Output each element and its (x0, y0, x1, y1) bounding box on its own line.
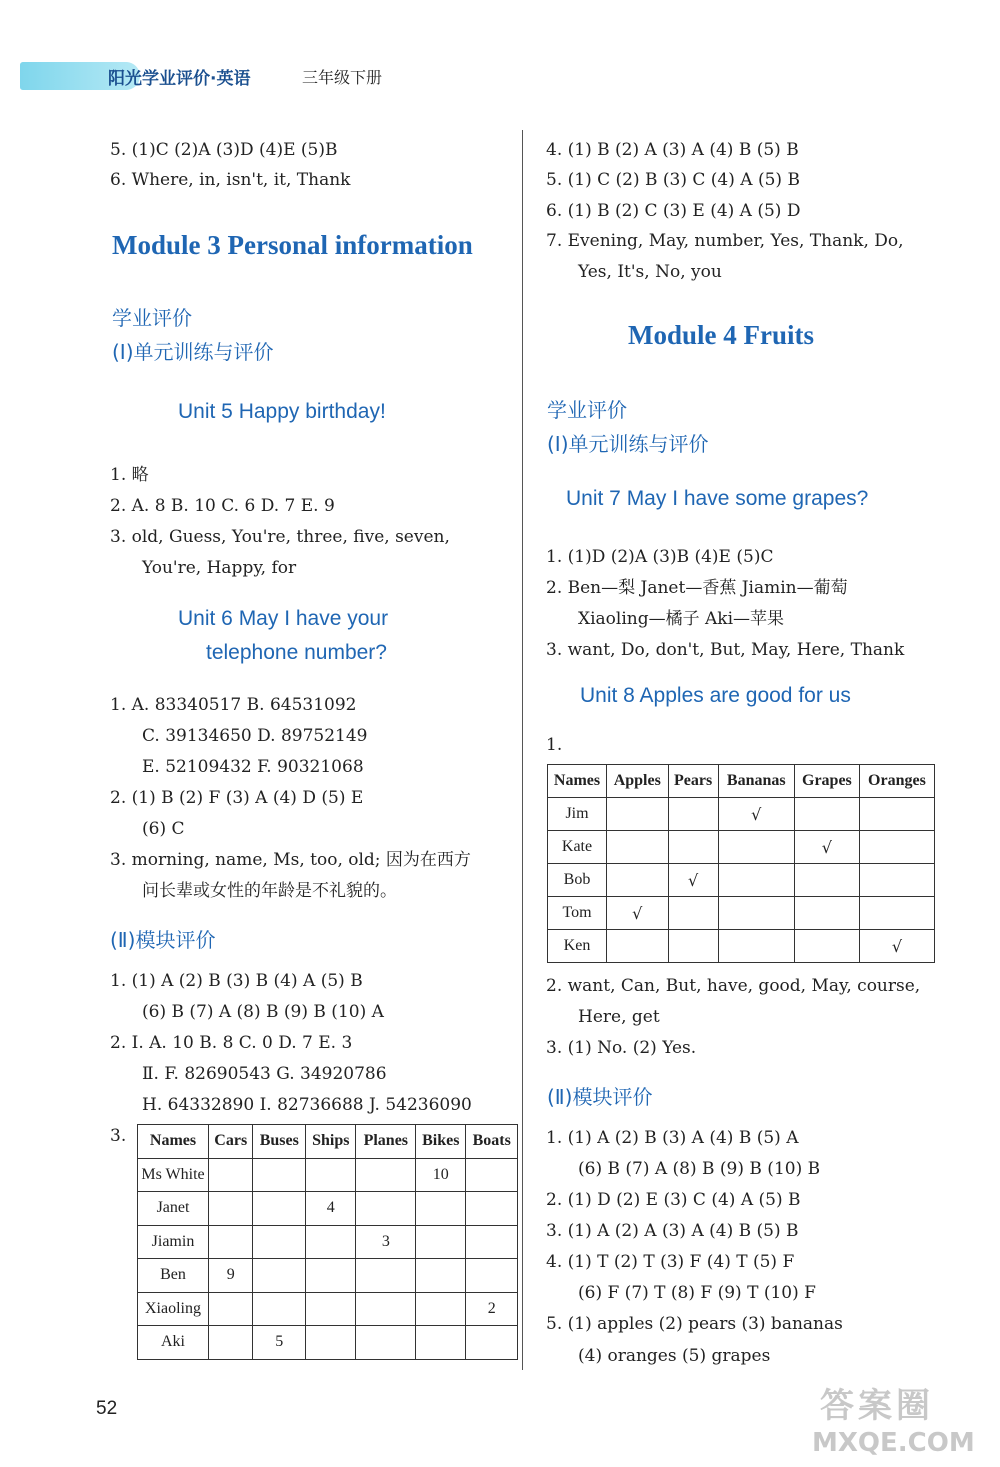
answer-line: 3. old, Guess, You're, three, five, seven, (110, 527, 450, 547)
table-cell: 4 (306, 1192, 356, 1226)
table-cell (209, 1326, 253, 1360)
table-row (138, 1192, 518, 1226)
table-cell: 10 (416, 1158, 466, 1192)
answer-line: 5. (1) C (2) B (3) C (4) A (5) B (546, 170, 800, 190)
name-cell: Ben (138, 1259, 209, 1293)
answer-line: Xiaoling—橘子 Aki—苹果 (578, 609, 785, 629)
table-cell: 3 (356, 1225, 416, 1259)
table-row (138, 1158, 518, 1192)
name-cell: Ms White (138, 1158, 209, 1192)
table-row (548, 864, 935, 897)
check-cell (718, 930, 794, 963)
unit-title: Unit 5 Happy birthday! (178, 400, 386, 423)
answer-line: 2. want, Can, But, have, good, May, course, (546, 976, 921, 996)
table-cell (416, 1225, 466, 1259)
table-cell (306, 1259, 356, 1293)
answer-line: 1. (1) A (2) B (3) A (4) B (5) A (546, 1128, 799, 1148)
check-cell (794, 930, 859, 963)
unit-title-cont: telephone number? (206, 641, 387, 664)
column-header: Pears (668, 765, 718, 798)
answer-line: 问长辈或女性的年龄是不礼貌的。 (142, 881, 397, 901)
page-number: 52 (96, 1398, 118, 1419)
table-header-row (138, 1125, 518, 1159)
table-cell (209, 1225, 253, 1259)
check-cell (859, 897, 934, 930)
table-cell (356, 1192, 416, 1226)
answer-line: 3. (1) A (2) A (3) A (4) B (5) B (546, 1221, 799, 1241)
transport-table (137, 1124, 518, 1360)
answer-line: Ⅱ. F. 82690543 G. 34920786 (142, 1064, 387, 1084)
unit-title: Unit 8 Apples are good for us (580, 684, 851, 707)
table-cell (209, 1192, 253, 1226)
answer-line: 3. morning, name, Ms, too, old; 因为在西方 (110, 850, 471, 870)
table-row (138, 1292, 518, 1326)
table-cell (356, 1292, 416, 1326)
answer-line: 3. (1) No. (2) Yes. (546, 1038, 697, 1058)
table-row (138, 1225, 518, 1259)
table-cell (253, 1225, 306, 1259)
watermark-url: MXQE.COM (812, 1428, 975, 1458)
header-banner (20, 58, 383, 98)
answer-line: 4. (1) B (2) A (3) A (4) B (5) B (546, 140, 799, 160)
answer-line: 2. A. 8 B. 10 C. 6 D. 7 E. 9 (110, 496, 335, 516)
check-cell (668, 897, 718, 930)
check-cell (668, 798, 718, 831)
table-cell (306, 1158, 356, 1192)
table-cell (466, 1158, 518, 1192)
answer-line: 4. (1) T (2) T (3) F (4) T (5) F (546, 1252, 795, 1272)
answer-line: 5. (1) apples (2) pears (3) bananas (546, 1314, 843, 1334)
unit-title: Unit 6 May I have your (178, 607, 389, 630)
column-header: Cars (209, 1125, 253, 1159)
table-row (548, 798, 935, 831)
module-title: Module 3 Personal information (112, 230, 473, 260)
table-cell (253, 1192, 306, 1226)
check-cell (794, 897, 859, 930)
answer-line: 2. (1) D (2) E (3) C (4) A (5) B (546, 1190, 801, 1210)
table-cell (253, 1158, 306, 1192)
name-cell: Jim (548, 798, 607, 831)
table-header-row (548, 765, 935, 798)
table-cell (416, 1259, 466, 1293)
table-cell: 9 (209, 1259, 253, 1293)
check-cell (859, 798, 934, 831)
answer-line: 1. (1)D (2)A (3)B (4)E (5)C (546, 547, 774, 567)
column-header: Apples (607, 765, 669, 798)
column-header: Names (138, 1125, 209, 1159)
book-title: 阳光学业评价·英语 (108, 69, 251, 89)
answer-line: C. 39134650 D. 89752149 (142, 726, 368, 746)
unit-title: Unit 7 May I have some grapes? (566, 487, 869, 510)
column-header: Ships (306, 1125, 356, 1159)
column-header: Boats (466, 1125, 518, 1159)
table-cell (416, 1192, 466, 1226)
answer-line: (6) B (7) A (8) B (9) B (10) A (142, 1002, 384, 1022)
table-cell (253, 1259, 306, 1293)
answer-line: 2. (1) B (2) F (3) A (4) D (5) E (110, 788, 364, 808)
check-cell (859, 864, 934, 897)
check-cell (859, 831, 934, 864)
check-cell (668, 930, 718, 963)
answer-line: 2. Ben—梨 Janet—香蕉 Jiamin—葡萄 (546, 578, 848, 598)
subsection-heading: (Ⅰ)单元训练与评价 (547, 432, 709, 456)
answer-line: H. 64332890 I. 82736688 J. 54236090 (142, 1095, 472, 1115)
answer-line: E. 52109432 F. 90321068 (142, 757, 364, 777)
check-cell (607, 831, 669, 864)
answer-line: 6. Where, in, isn't, it, Thank (110, 170, 351, 190)
name-cell: Ken (548, 930, 607, 963)
section-heading: 学业评价 (547, 398, 627, 422)
table-cell (356, 1158, 416, 1192)
check-cell: √ (859, 930, 934, 963)
name-cell: Xiaoling (138, 1292, 209, 1326)
name-cell: Bob (548, 864, 607, 897)
table-cell (306, 1292, 356, 1326)
answer-line: 1. A. 83340517 B. 64531092 (110, 695, 357, 715)
answer-line: Yes, It's, No, you (578, 262, 722, 282)
table-row (138, 1326, 518, 1360)
table-cell (466, 1259, 518, 1293)
table-row (548, 897, 935, 930)
check-cell (607, 798, 669, 831)
check-cell (607, 930, 669, 963)
check-cell (718, 831, 794, 864)
name-cell: Kate (548, 831, 607, 864)
table-cell (209, 1158, 253, 1192)
column-header: Oranges (859, 765, 934, 798)
check-cell (794, 864, 859, 897)
check-cell: √ (718, 798, 794, 831)
column-header: Planes (356, 1125, 416, 1159)
table-cell (416, 1326, 466, 1360)
table-row (138, 1259, 518, 1293)
column-header: Names (548, 765, 607, 798)
table-cell (466, 1192, 518, 1226)
table-cell (356, 1259, 416, 1293)
answer-line: You're, Happy, for (142, 558, 297, 578)
check-cell: √ (607, 897, 669, 930)
table-cell: 5 (253, 1326, 306, 1360)
check-cell (718, 864, 794, 897)
check-cell (794, 798, 859, 831)
subsection-heading: (Ⅱ)模块评价 (547, 1085, 653, 1109)
answer-line: 5. (1)C (2)A (3)D (4)E (5)B (110, 140, 338, 160)
answer-line: Here, get (578, 1007, 660, 1027)
answer-line: 6. (1) B (2) C (3) E (4) A (5) D (546, 201, 801, 221)
name-cell: Tom (548, 897, 607, 930)
answer-line: (6) C (142, 819, 185, 839)
subsection-heading: (Ⅰ)单元训练与评价 (112, 340, 274, 364)
check-cell (668, 831, 718, 864)
column-divider (522, 130, 523, 1370)
check-cell: √ (794, 831, 859, 864)
column-header: Grapes (794, 765, 859, 798)
module-title: Module 4 Fruits (628, 320, 814, 350)
column-header: Bananas (718, 765, 794, 798)
table-cell (306, 1225, 356, 1259)
column-header: Bikes (416, 1125, 466, 1159)
table-cell (253, 1292, 306, 1326)
name-cell: Aki (138, 1326, 209, 1360)
check-cell (718, 897, 794, 930)
check-cell: √ (668, 864, 718, 897)
subsection-heading: (Ⅱ)模块评价 (110, 928, 216, 952)
answer-line: 1. (1) A (2) B (3) B (4) A (5) B (110, 971, 363, 991)
name-cell: Janet (138, 1192, 209, 1226)
table-cell (466, 1225, 518, 1259)
answer-line: 1. 略 (110, 465, 149, 485)
fruits-table (547, 764, 935, 963)
table-cell (209, 1292, 253, 1326)
check-cell (607, 864, 669, 897)
column-header: Buses (253, 1125, 306, 1159)
answer-line: (6) B (7) A (8) B (9) B (10) B (578, 1159, 821, 1179)
table-label: 1. (546, 735, 563, 755)
answer-line: (4) oranges (5) grapes (578, 1346, 771, 1366)
section-heading: 学业评价 (112, 306, 192, 330)
answer-line: 3. want, Do, don't, But, May, Here, Thank (546, 640, 905, 660)
answer-line: 2. Ⅰ. A. 10 B. 8 C. 0 D. 7 E. 3 (110, 1033, 353, 1053)
table-cell (466, 1326, 518, 1360)
table-row (548, 930, 935, 963)
grade-label: 三年级下册 (302, 68, 383, 87)
table-label: 3. (110, 1126, 127, 1146)
answer-line: 7. Evening, May, number, Yes, Thank, Do, (546, 231, 904, 251)
watermark-logo: 答案圈 (820, 1386, 934, 1426)
table-cell (356, 1326, 416, 1360)
table-cell (306, 1326, 356, 1360)
name-cell: Jiamin (138, 1225, 209, 1259)
table-cell (416, 1292, 466, 1326)
table-row (548, 831, 935, 864)
table-cell: 2 (466, 1292, 518, 1326)
answer-line: (6) F (7) T (8) F (9) T (10) F (578, 1283, 816, 1303)
